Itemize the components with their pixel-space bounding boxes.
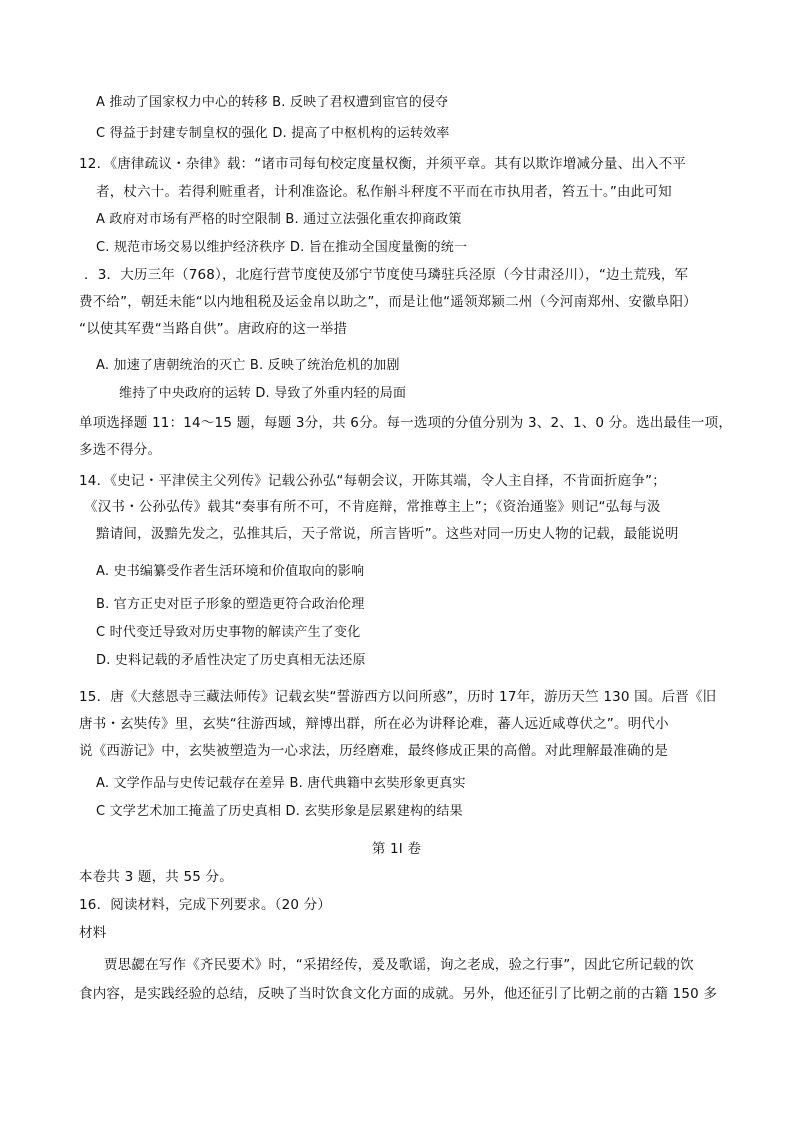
q15-options-line-2: C 文学艺术加工掩盖了历史真相 D. 玄奘形象是层累建构的结果 <box>96 804 463 819</box>
part-2-intro: 本卷共 3 题，共 55 分。 <box>79 869 233 885</box>
q15-stem-line-3: 说《西游记》中，玄奘被塑造为一心求法，历经磨难，最终修成正果的高僧。对此理解最准确的是 <box>79 743 669 759</box>
section-instructions-line-2: 多选不得分。 <box>79 442 162 458</box>
part-2-title: 第 1I 卷 <box>371 841 422 857</box>
q14-stem-line-3: 黯请间，汲黯先发之，弘推其后，天子常说，所言皆听”。这些对同一历史人物的记载，最能说明 <box>96 526 679 542</box>
q14-stem-line-1: 14．《史记・平津侯主父列传》记载公孙弘“每朝会议，开陈其端，令人主自择，不肯面折庭争”； <box>79 473 666 489</box>
q16-material-label: 材料 <box>79 925 107 941</box>
q12-stem-line-1: 12．《唐律疏议・杂律》载：“诸市司每旬校定度量权衡，并须平章。其有以欺诈增减分量、出入不平 <box>79 156 687 172</box>
q15-stem-line-1: 15．唐《大慈恩寺三藏法师传》记载玄奘“誓游西方以问所惑”，历时 17年，游历天竺 130 国。后晋《旧 <box>79 689 717 705</box>
q16-material-paragraph-line-1: 贾思勰在写作《齐民要术》时，“采捃经传，爰及歌谣，询之老成，验之行事”，因此它所记载的饮 <box>104 957 694 973</box>
q14-option-a: A. 史书编纂受作者生活环境和价值取向的影响 <box>96 564 365 579</box>
q13-stem-line-1: ．3．大历三年（768），北庭行营节度使及邠宁节度使马璘驻兵泾原（今甘肃泾川），“边土荒残，军 <box>84 267 689 283</box>
q12-stem-line-2: 者，杖六十。若得利赃重者，计利准盗论。私作斛斗秤度不平而在市执用者，笞五十。”由此可知 <box>96 184 672 200</box>
q13-options-line-2: 维持了中央政府的运转 D. 导致了外重内轻的局面 <box>119 386 407 401</box>
q12-options-line-2: C. 规范市场交易以维护经济秩序 D. 旨在推动全国度量衡的统一 <box>96 240 468 255</box>
section-instructions-line-1: 单项选择题 11：14～15 题，每题 3分，共 6分。每一选项的分值分别为 3、2、1、0 分。选出最佳一项， <box>79 415 733 431</box>
q11-options-line-1: A 推动了国家权力中心的转移 B. 反映了君权遭到宦官的侵夺 <box>96 95 449 110</box>
q12-options-line-1: A 政府对市场有严格的时空限制 B. 通过立法强化重农抑商政策 <box>96 212 462 227</box>
q16-stem: 16．阅读材料，完成下列要求。（20 分） <box>79 897 332 913</box>
q11-options-line-2: C 得益于封建专制皇权的强化 D. 提高了中枢机构的运转效率 <box>96 126 450 141</box>
q13-stem-line-2: 费不给”，朝廷未能“以内地租税及运金帛以助之”，而是让他“遥领郑颍二州（今河南郑州、安徽阜阳） <box>79 294 697 310</box>
q14-option-c: C 时代变迁导致对历史事物的解读产生了变化 <box>96 625 361 640</box>
q14-option-b: B. 官方正史对臣子形象的塑造更符合政治伦理 <box>96 597 365 612</box>
q13-options-line-1: A. 加速了唐朝统治的灭亡 B. 反映了统治危机的加剧 <box>96 358 400 373</box>
q14-option-d: D. 史料记载的矛盾性决定了历史真相无法还原 <box>96 653 366 668</box>
q13-stem-line-3: “以使其军费“当路自供”。唐政府的这一举措 <box>79 321 348 337</box>
q14-stem-line-2: 《汉书・公孙弘传》载其“奏事有所不可，不肯庭辩，常推尊主上”；《资治通鉴》则记“弘每与汲 <box>84 499 661 515</box>
q16-material-paragraph-line-2: 食内容，是实践经验的总结，反映了当时饮食文化方面的成就。另外，他还征引了比朝之前的古籍 150 多 <box>79 986 718 1002</box>
q15-stem-line-2: 唐书・玄奘传》里，玄奘“往游西域，辩博出群，所在必为讲释论难，蕃人远近咸尊伏之”。明代小 <box>79 716 669 732</box>
q15-options-line-1: A. 文学作品与史传记载存在差异 B. 唐代典籍中玄奘形象更真实 <box>96 776 466 791</box>
